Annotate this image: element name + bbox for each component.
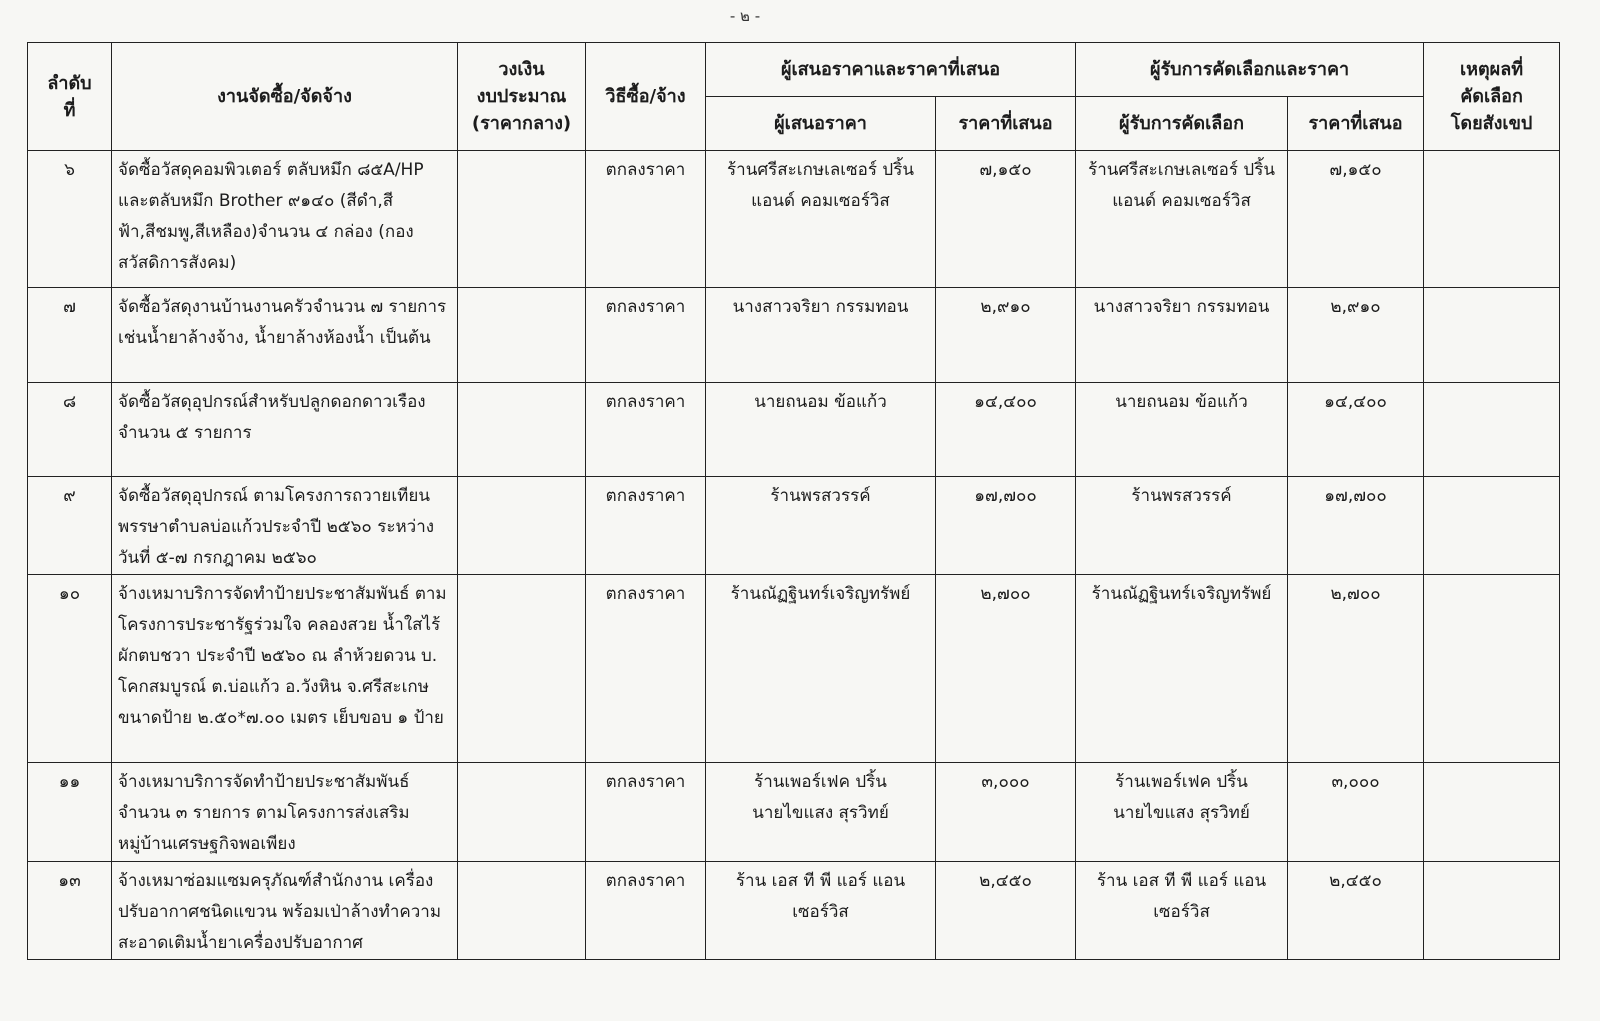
table-row <box>28 575 1560 763</box>
table-row <box>28 763 1560 861</box>
row-selected-price: ๒,๙๑๐ <box>1288 288 1424 382</box>
row-reason <box>1424 382 1560 476</box>
row-reason <box>1424 151 1560 288</box>
header-selected: ผู้รับการคัดเลือก <box>1076 97 1288 151</box>
row-item: จัดซื้อวัสดุคอมพิวเตอร์ ตลับหมึก ๘๕A/HP และตลับหมึก Brother ๙๑๔๐ (สีดำ,สีฟ้า,สีชมพู,สีเหลือง)จำนวน ๔ กล่อง (กองสวัสดิการสังคม) <box>112 151 458 288</box>
page-number: - ๒ - <box>729 7 761 25</box>
row-item: จ้างเหมาบริการจัดทำป้ายประชาสัมพันธ์ จำนวน ๓ รายการ ตามโครงการส่งเสริมหมู่บ้านเศรษฐกิจพอเพียง <box>112 763 458 861</box>
row-selected-price: ๒,๔๕๐ <box>1288 861 1424 959</box>
row-item: จัดซื้อวัสดุอุปกรณ์ ตามโครงการถวายเทียนพรรษาตำบลบ่อแก้วประจำปี ๒๕๖๐ ระหว่างวันที่ ๕-๗ กรกฎาคม ๒๕๖๐ <box>112 476 458 574</box>
row-offer-price: ๒,๙๑๐ <box>936 288 1076 382</box>
table-row <box>28 382 1560 476</box>
row-reason <box>1424 763 1560 861</box>
table-row <box>28 861 1560 959</box>
row-offerer: ร้าน เอส ที พี แอร์ แอน เซอร์วิส <box>706 861 936 959</box>
row-offer-price: ๗,๑๕๐ <box>936 151 1076 288</box>
table-body <box>28 151 1560 960</box>
row-reason <box>1424 288 1560 382</box>
row-budget <box>458 575 586 763</box>
row-offerer: ร้านศรีสะเกษเลเซอร์ ปริ้น แอนด์ คอมเซอร์วิส <box>706 151 936 288</box>
row-offer-price: ๑๗,๗๐๐ <box>936 476 1076 574</box>
header-item: งานจัดซื้อ/จัดจ้าง <box>112 43 458 151</box>
row-offer-price: ๓,๐๐๐ <box>936 763 1076 861</box>
row-selected-price: ๑๗,๗๐๐ <box>1288 476 1424 574</box>
row-offer-price: ๒,๗๐๐ <box>936 575 1076 763</box>
row-method: ตกลงราคา <box>586 382 706 476</box>
row-selected-price: ๓,๐๐๐ <box>1288 763 1424 861</box>
row-offerer: นายถนอม ข้อแก้ว <box>706 382 936 476</box>
row-selected-price: ๗,๑๕๐ <box>1288 151 1424 288</box>
row-item: จัดซื้อวัสดุงานบ้านงานครัวจำนวน ๗ รายการ เช่นน้ำยาล้างจ้าง, น้ำยาล้างห้องน้ำ เป็นต้น <box>112 288 458 382</box>
row-offerer: นางสาวจริยา กรรมทอน <box>706 288 936 382</box>
row-offer-price: ๒,๔๕๐ <box>936 861 1076 959</box>
header-offer-group: ผู้เสนอราคาและราคาที่เสนอ <box>706 43 1076 97</box>
row-reason <box>1424 476 1560 574</box>
row-no: ๘ <box>28 382 112 476</box>
row-offerer: ร้านเพอร์เฟค ปริ้น นายไขแสง สุรวิทย์ <box>706 763 936 861</box>
procurement-table <box>27 42 1560 960</box>
row-selected: นายถนอม ข้อแก้ว <box>1076 382 1288 476</box>
row-budget <box>458 476 586 574</box>
header-offerer: ผู้เสนอราคา <box>706 97 936 151</box>
row-method: ตกลงราคา <box>586 151 706 288</box>
row-no: ๑๓ <box>28 861 112 959</box>
row-no: ๖ <box>28 151 112 288</box>
row-item: จ้างเหมาบริการจัดทำป้ายประชาสัมพันธ์ ตามโครงการประชารัฐร่วมใจ คลองสวย น้ำใสไร้ผักตบชวา ประจำปี ๒๕๖๐ ณ ลำห้วยดวน บ. โคกสมบูรณ์ ต.บ่อแก้ว อ.วังหิน จ.ศรีสะเกษ ขนาดป้าย ๒.๕๐*๗.๐๐ เมตร เย็บขอบ ๑ ป้าย <box>112 575 458 763</box>
row-no: ๙ <box>28 476 112 574</box>
header-selected-group: ผู้รับการคัดเลือกและราคา <box>1076 43 1424 97</box>
row-selected: ร้านณัฏฐินทร์เจริญทรัพย์ <box>1076 575 1288 763</box>
header-selected-price: ราคาที่เสนอ <box>1288 97 1424 151</box>
row-budget <box>458 151 586 288</box>
row-selected-price: ๑๔,๔๐๐ <box>1288 382 1424 476</box>
row-no: ๗ <box>28 288 112 382</box>
row-selected: ร้านศรีสะเกษเลเซอร์ ปริ้น แอนด์ คอมเซอร์วิส <box>1076 151 1288 288</box>
row-selected: ร้านเพอร์เฟค ปริ้น นายไขแสง สุรวิทย์ <box>1076 763 1288 861</box>
row-budget <box>458 288 586 382</box>
header-no: ลำดับ ที่ <box>28 43 112 151</box>
row-no: ๑๐ <box>28 575 112 763</box>
row-selected: นางสาวจริยา กรรมทอน <box>1076 288 1288 382</box>
header-reason: เหตุผลที่ คัดเลือก โดยสังเขป <box>1424 43 1560 151</box>
row-method: ตกลงราคา <box>586 575 706 763</box>
table-header <box>28 43 1560 151</box>
row-item: จัดซื้อวัสดุอุปกรณ์สำหรับปลูกดอกดาวเรือง จำนวน ๕ รายการ <box>112 382 458 476</box>
row-method: ตกลงราคา <box>586 861 706 959</box>
row-no: ๑๑ <box>28 763 112 861</box>
row-selected: ร้าน เอส ที พี แอร์ แอน เซอร์วิส <box>1076 861 1288 959</box>
table-row <box>28 476 1560 574</box>
header-method: วิธีซื้อ/จ้าง <box>586 43 706 151</box>
table-row <box>28 151 1560 288</box>
row-budget <box>458 861 586 959</box>
row-offerer: ร้านณัฏฐินทร์เจริญทรัพย์ <box>706 575 936 763</box>
row-budget <box>458 763 586 861</box>
row-budget <box>458 382 586 476</box>
row-reason <box>1424 861 1560 959</box>
row-method: ตกลงราคา <box>586 763 706 861</box>
header-offer-price: ราคาที่เสนอ <box>936 97 1076 151</box>
row-offerer: ร้านพรสวรรค์ <box>706 476 936 574</box>
row-reason <box>1424 575 1560 763</box>
row-method: ตกลงราคา <box>586 288 706 382</box>
header-budget: วงเงิน งบประมาณ (ราคากลาง) <box>458 43 586 151</box>
row-item: จ้างเหมาซ่อมแซมครุภัณฑ์สำนักงาน เครื่องปรับอากาศชนิดแขวน พร้อมเป่าล้างทำความสะอาดเติมน้ำยาเครื่องปรับอากาศ <box>112 861 458 959</box>
row-selected-price: ๒,๗๐๐ <box>1288 575 1424 763</box>
row-selected: ร้านพรสวรรค์ <box>1076 476 1288 574</box>
row-offer-price: ๑๔,๔๐๐ <box>936 382 1076 476</box>
table-row <box>28 288 1560 382</box>
row-method: ตกลงราคา <box>586 476 706 574</box>
